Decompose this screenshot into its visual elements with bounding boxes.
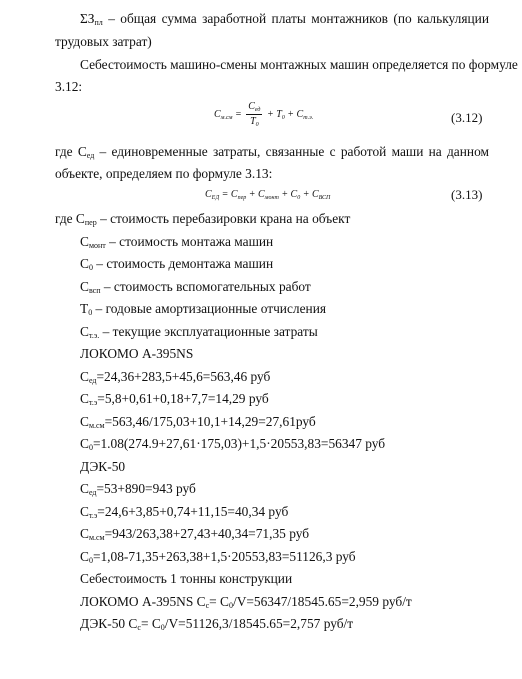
calc-line: $С_{т.э}=24,6+3,85+0,74+11,15=40,34$ руб [80,504,289,520]
formula-3-12: $C_{м.см}$ = $\frac{C_{ед}}{T_0}$ + $T_0 + C_{т.э.}$ [214,101,314,128]
paragraph-cost-shift-line2: 3.12: [55,79,83,94]
calc-line: $С_{м.см}=563,46/175,03+10,1+14,29=27,61руб$ [80,414,316,430]
definition-line: $Т_0$ – годовые амортизационные отчисления [80,301,327,317]
calc-line: $С_{т.э}=5,8+0,61+0,18+7,7=14,29$ руб [80,391,269,407]
paragraph-cost-shift-line1: Себестоимость машино-смены монтажных машин определяется по формуле [80,57,518,72]
cost-per-tonne-lokomo: ЛОКОМО А-395NS $С_с= С_0/V=56347/18545.65=2,959$ руб/т [80,594,412,610]
formula-fraction: $\frac{C_{ед}}{T_0}$ [248,101,261,128]
machine-title-dek: ДЭК-50 [80,459,126,474]
calc-line: $С_0=1.08(274.9+27,61\cdot 175,03)+1,5\cdot 20553,83=56347$ руб [80,436,386,452]
definition-line: где $С_{пер}$ – стоимость перебазировки крана на объект [55,211,351,227]
cost-per-tonne-title: Себестоимость 1 тонны конструкции [80,571,293,586]
definition-line: $С_{монт}$ – стоимость монтажа машин [80,234,274,250]
formula-number-3-12: (3.12) [451,110,483,125]
formula-number-3-13: (3.13) [451,187,483,202]
paragraph-one-time-costs-line1: где $С_{ед}$ – единовременные затраты, связанные с работой маши на данном [55,144,489,160]
machine-title-lokomo: ЛОКОМО А-395NS [80,346,194,361]
definition-line: $С_{всп}$ – стоимость вспомогательных работ [80,279,311,295]
calc-line: $С_0=1,08-71,35+263,38+1,5\cdot 20553,83=51126,3$ руб [80,549,356,565]
paragraph-sum-wages-line1: $\Sigma З_{пл}$ – общая сумма заработной платы монтажников (по калькуляции [80,11,489,27]
definition-line: $С_0$ – стоимость демонтажа машин [80,256,274,272]
paragraph-sum-wages-line2: трудовых затрат) [55,34,152,49]
cost-per-tonne-dek: ДЭК-50 $С_с= С_0/V=51126,3/18545.65=2,757$ руб/т [80,616,354,632]
calc-line: $С_{ед}=24,36+283,5+45,6=563,46$ руб [80,369,271,385]
paragraph-one-time-costs-line2: объекте, определяем по формуле 3.13: [55,166,273,181]
calc-line: $С_{м.см}=943/263,38+27,43+40,34=71,35$ руб [80,526,310,542]
calc-line: $С_{ед}=53+890=943$ руб [80,481,196,497]
definition-line: $С_{т.э.}$ – текущие эксплуатационные затраты [80,324,318,340]
formula-3-13: $C_{ЕД} = C_{пер} + C_{монт} + C_0 + C_{ВСП}$ [205,189,331,201]
